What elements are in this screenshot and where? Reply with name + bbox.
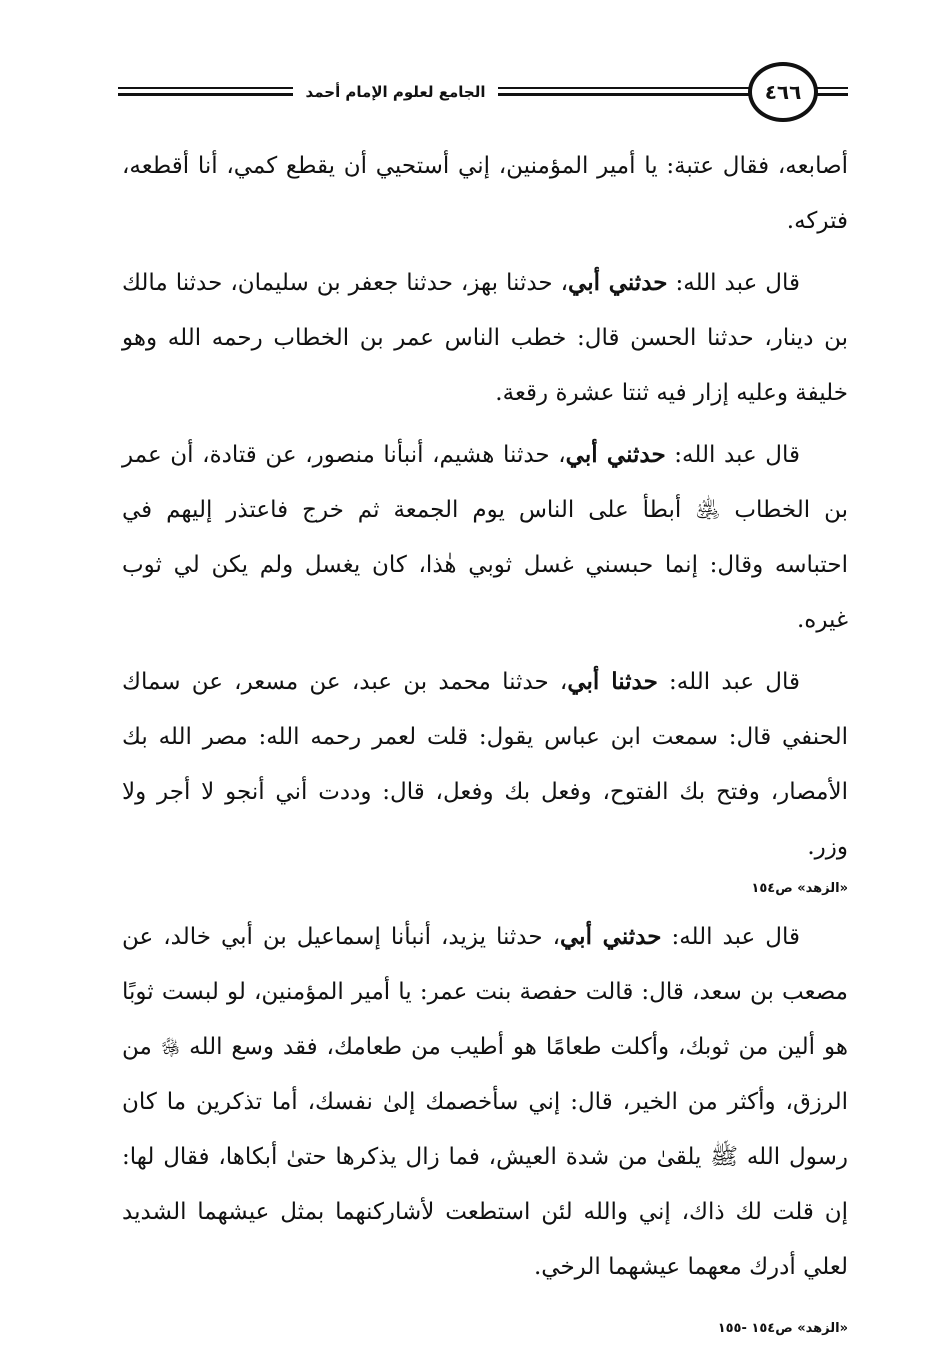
paragraph-bold-text: حدثني أبي	[565, 441, 666, 468]
paragraph-5	[122, 909, 848, 1295]
paragraph-text: قال عبد الله:	[661, 924, 800, 950]
paragraph-text: قال عبد الله:	[667, 270, 800, 296]
paragraph-1	[122, 138, 848, 249]
paragraph-text: أصابعه، فقال عتبة: يا أمير المؤمنين، إني أستحيي أن يقطع كمي، أنا أقطعه، فتركه.	[122, 153, 848, 234]
paragraph-3	[122, 427, 848, 648]
page-header	[118, 62, 848, 122]
header-rule-right-top	[816, 87, 848, 89]
header-rule-right-bottom	[816, 93, 848, 96]
paragraph-text: ، حدثنا هشيم، أنبأنا منصور، عن قتادة، أن عمر بن الخطاب ﵁ أبطأ على الناس يوم الجمعة ثم خرج فاعتذر إليهم في احتباسه وقال: إنما حبسني غسل ثوبي هٰذا، كان يغسل ولم يكن لي ثوب غيره.	[122, 442, 848, 633]
paragraph-text: ، حدثنا بهز، حدثنا جعفر بن سليمان، حدثنا مالك بن دينار، حدثنا الحسن قال: خطب الناس عمر بن الخطاب رحمه الله وهو خليفة وعليه إزار فيه ثنتا عشرة رقعة.	[122, 270, 848, 406]
paragraph-bold-text: حدثني أبي	[568, 269, 668, 296]
paragraph-4	[122, 654, 848, 875]
source-citation-2: «الزهد» ص١٥٤ -١٥٥	[717, 1321, 848, 1336]
paragraph-text: ، حدثنا محمد بن عبد، عن مسعر، عن سماك الحنفي قال: سمعت ابن عباس يقول: قلت لعمر رحمه الله: مصر الله بك الأمصار، وفتح بك الفتوح، وفعل بك وفعل، قال: وددت أني أنجو لا أجر ولا وزر.	[122, 669, 848, 860]
main-text	[122, 138, 848, 1349]
book-title: الجامع لعلوم الإمام أحمد	[293, 82, 498, 102]
paragraph-text: قال عبد الله:	[657, 669, 801, 695]
paragraph-text: ، حدثنا يزيد، أنبأنا إسماعيل بن أبي خالد، عن مصعب بن سعد، قال: قالت حفصة بنت عمر: يا أمير المؤمنين، لو لبست ثوبًا هو ألين من ثوبك، وأكلت طعامًا هو أطيب من طعامك، فقد وسع الله ﷿ من الرزق، وأكثر من الخير، قال: إني سأخصمك إلىٰ نفسك، أما تذكرين ما كان رسول الله ﷺ يلقىٰ من شدة العيش، فما زال يذكرها حتىٰ أبكاها، فقال لها: إن قلت لك ذاك، إني والله لئن استطعت لأشاركنهما بمثل عيشهما الشديد لعلي أدرك معهما عيشهما الرخي.	[122, 924, 848, 1280]
paragraph-bold-text: حدثنا أبي	[567, 668, 658, 695]
paragraph-text: قال عبد الله:	[665, 442, 800, 468]
page-number: ٤٦٦	[748, 62, 818, 122]
paragraph-2	[122, 255, 848, 421]
source-citation-1: «الزهد» ص١٥٤	[751, 881, 848, 896]
paragraph-bold-text: حدثني أبي	[560, 923, 662, 950]
